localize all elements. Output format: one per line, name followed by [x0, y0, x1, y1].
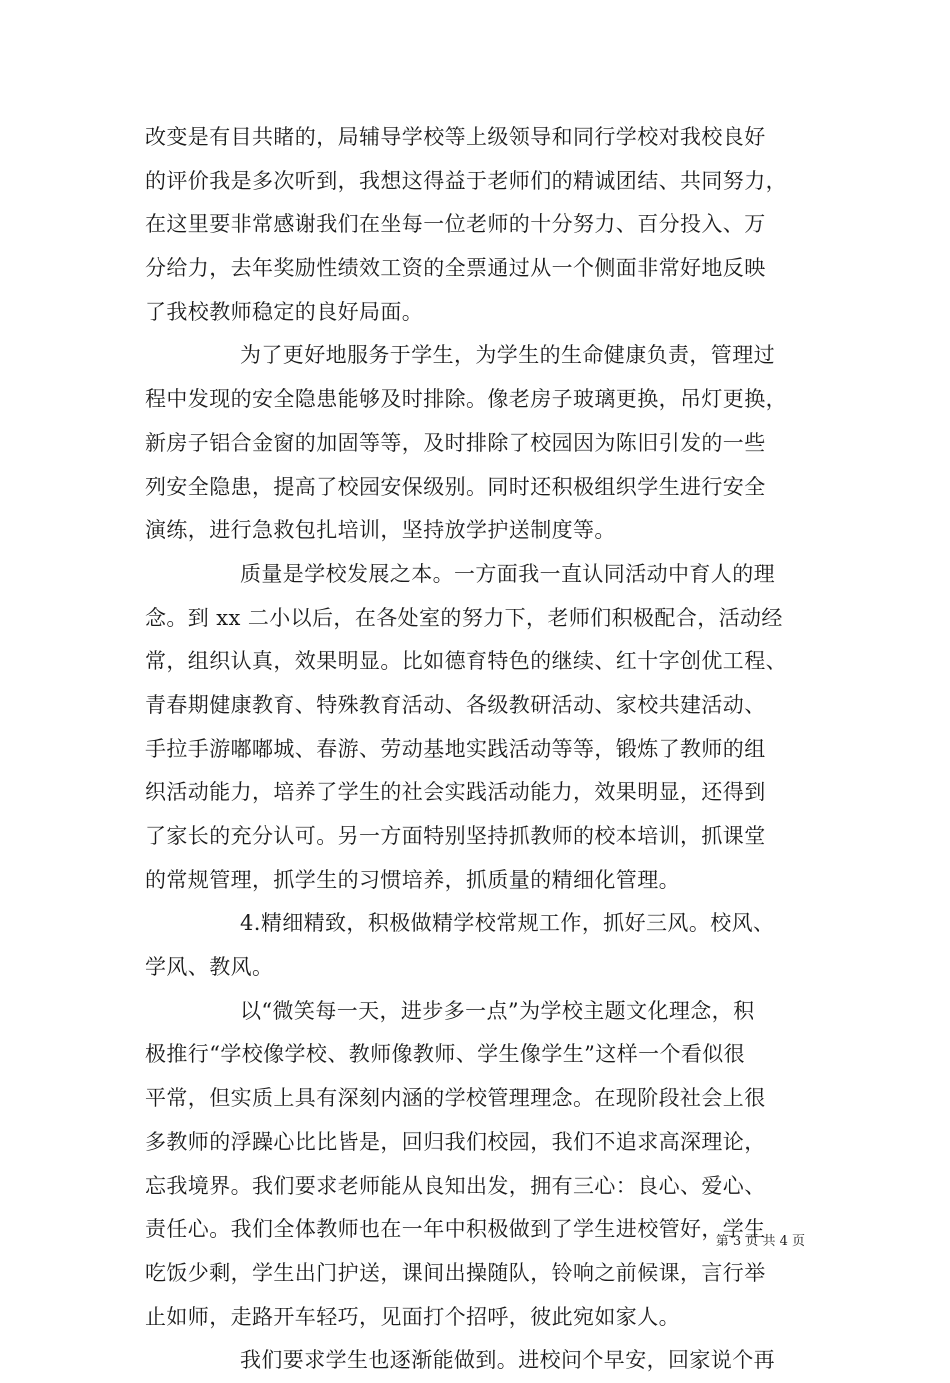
paragraph-first-line: 以“微笑每一天，进步多一点”为学校主题文化理念，积	[240, 998, 755, 1023]
text-line: 的常规管理，抓学生的习惯培养，抓质量的精细化管理。	[145, 867, 680, 892]
text-line: 了我校教师稳定的良好局面。	[145, 299, 424, 324]
paragraph-first-line: 为了更好地服务于学生，为学生的生命健康负责，管理过	[240, 343, 775, 368]
text-line: 改变是有目共睹的，局辅导学校等上级领导和同行学校对我校良好	[145, 125, 766, 149]
text-line: 止如师，走路开车轻巧，见面打个招呼，彼此宛如家人。	[145, 1304, 680, 1329]
text-line: 分给力，去年奖励性绩效工资的全票通过从一个侧面非常好地反映	[145, 256, 766, 281]
section-heading: 4.精细精致，积极做精学校常规工作，抓好三风。校风、	[240, 911, 775, 936]
body-text	[145, 116, 807, 1383]
text-line: 演练，进行急救包扎培训，坚持放学护送制度等。	[145, 518, 616, 543]
text-line: 的评价我是多次听到，我想这得益于老师们的精诚团结、共同努力，	[145, 168, 787, 193]
text-line: 责任心。我们全体教师也在一年中积极做到了学生进校管好，学生	[145, 1217, 766, 1242]
text-line: 平常，但实质上具有深刻内涵的学校管理理念。在现阶段社会上很	[145, 1086, 766, 1111]
text-line: 在这里要非常感谢我们在坐每一位老师的十分努力、百分投入、万	[145, 212, 766, 237]
text-line: 学风、教风。	[145, 955, 274, 980]
text-line: 念。到 xx 二小以后，在各处室的努力下，老师们积极配合，活动经	[145, 605, 783, 630]
text-line: 了家长的充分认可。另一方面特别坚持抓教师的校本培训，抓课堂	[145, 824, 766, 848]
text-line: 新房子铝合金窗的加固等等，及时排除了校园因为陈旧引发的一些	[145, 430, 766, 455]
text-line: 织活动能力，培养了学生的社会实践活动能力，效果明显，还得到	[145, 780, 766, 805]
text-line: 吃饭少剩，学生出门护送，课间出操随队，铃响之前候课，言行举	[145, 1260, 766, 1285]
paragraph-first-line: 我们要求学生也逐渐能做到。进校问个早安，回家说个再	[240, 1348, 775, 1373]
text-line: 常，组织认真，效果明显。比如德育特色的继续、红十字创优工程、	[145, 649, 787, 674]
page-number: 第 3 页 共 4 页	[715, 1234, 805, 1249]
text-line: 忘我境界。我们要求老师能从良知出发，拥有三心：良心、爱心、	[145, 1173, 766, 1198]
text-line: 极推行“学校像学校、教师像教师、学生像学生”这样一个看似很	[145, 1042, 746, 1067]
text-line: 程中发现的安全隐患能够及时排除。像老房子玻璃更换，吊灯更换，	[145, 387, 787, 412]
text-line: 青春期健康教育、特殊教育活动、各级教研活动、家校共建活动、	[145, 692, 766, 717]
text-line: 手拉手游嘟嘟城、春游、劳动基地实践活动等等，锻炼了教师的组	[145, 736, 766, 761]
text-line: 多教师的浮躁心比比皆是，回归我们校园，我们不追求高深理论，	[145, 1129, 766, 1154]
text-line: 列安全隐患，提高了校园安保级别。同时还积极组织学生进行安全	[145, 474, 766, 499]
paragraph-first-line: 质量是学校发展之本。一方面我一直认同活动中育人的理	[240, 561, 775, 586]
